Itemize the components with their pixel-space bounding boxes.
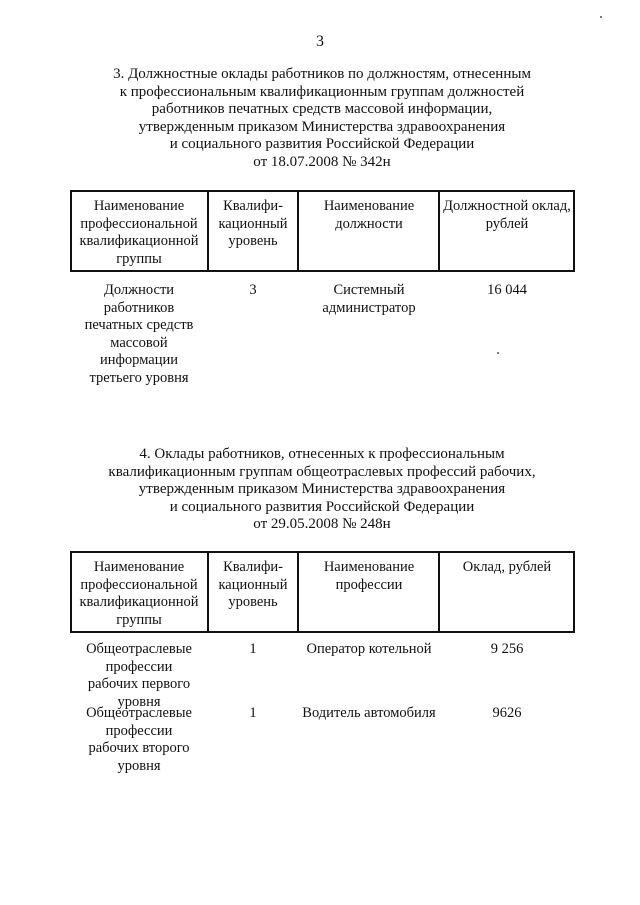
table-column-divider	[207, 551, 209, 633]
heading-line: от 29.05.2008 № 248н	[253, 516, 391, 532]
heading-line: и социального развития Российской Федерации	[169, 498, 475, 515]
table-border-left	[70, 551, 72, 633]
table-column-divider	[297, 551, 299, 633]
table-column-divider	[438, 190, 440, 272]
heading-line: от 18.07.2008 № 342н	[253, 153, 391, 170]
row-group: Должности работников печатных средств массовой информации третьего уровня	[84, 282, 194, 386]
section-3-heading	[60, 66, 584, 171]
table-top-rule	[70, 551, 575, 553]
header-position-name: Наименование должности	[323, 198, 415, 232]
header-salary: Оклад, рублей	[462, 559, 552, 575]
heading-line: работников печатных средств массовой информации,	[151, 101, 493, 117]
table-column-divider	[207, 190, 209, 272]
table-border-right	[573, 190, 575, 272]
table-column-divider	[438, 551, 440, 633]
heading-line: утвержденным приказом Министерства здравоохранения	[138, 118, 506, 135]
section-4-heading	[60, 446, 584, 534]
row-profession-name: Оператор котельной	[306, 641, 432, 657]
header-level: Квалифи- кационный уровень	[218, 559, 288, 610]
row-group: Общеотраслевые профессии рабочих второго уровня	[86, 705, 192, 774]
heading-line: и социального развития Российской Федерации	[169, 136, 475, 152]
heading-line: квалификационным группам общеотраслевых профессий рабочих,	[108, 463, 536, 480]
header-salary: Должностной оклад, рублей	[443, 198, 571, 232]
heading-line: 4. Оклады работников, отнесенных к профессиональным	[139, 446, 505, 462]
row-level: 1	[249, 641, 257, 657]
header-group: Наименование профессиональной квалификационной группы	[79, 198, 199, 267]
table-top-rule	[70, 190, 575, 192]
page-number: 3	[316, 33, 324, 50]
row-salary: 16 044	[487, 282, 527, 298]
row-position-name: Системный администратор	[322, 282, 416, 316]
heading-line: утвержденным приказом Министерства здравоохранения	[138, 481, 506, 497]
row-group: Общеотраслевые профессии рабочих первого уровня	[86, 641, 192, 710]
scan-speck	[497, 352, 499, 354]
table-header-rule	[70, 631, 575, 633]
row-salary: 9626	[492, 705, 522, 721]
heading-line: 3. Должностные оклады работников по должностям, отнесенным	[113, 66, 531, 82]
header-profession-name: Наименование профессии	[323, 559, 415, 593]
table-border-right	[573, 551, 575, 633]
row-level: 1	[249, 705, 257, 721]
header-level: Квалифи- кационный уровень	[218, 198, 288, 249]
scan-speck	[600, 16, 602, 18]
heading-line: к профессиональным квалификационным группам должностей	[119, 83, 525, 100]
table-border-left	[70, 190, 72, 272]
table-header-rule	[70, 270, 575, 272]
row-level: 3	[249, 282, 257, 298]
table-column-divider	[297, 190, 299, 272]
header-group: Наименование профессиональной квалификационной группы	[79, 559, 199, 628]
row-salary: 9 256	[490, 641, 524, 657]
row-profession-name: Водитель автомобиля	[302, 705, 436, 721]
